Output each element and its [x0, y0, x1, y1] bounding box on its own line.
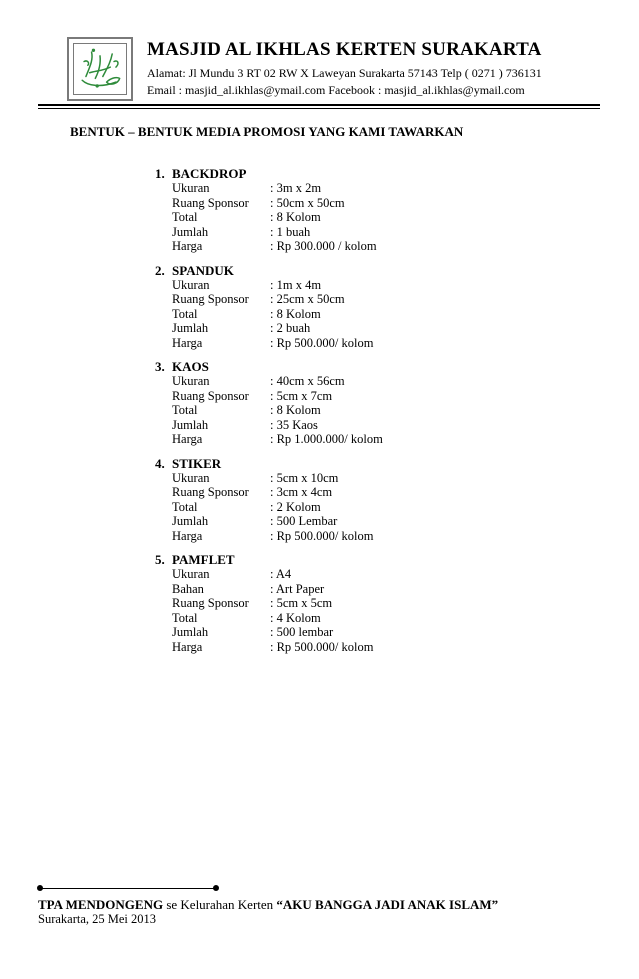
calligraphy-icon: [69, 39, 131, 99]
footer-dot-right: [213, 885, 219, 891]
promo-item: [155, 263, 555, 351]
promo-item-number: 1.: [155, 166, 165, 181]
spec-value: : Rp 500.000/ kolom: [270, 639, 374, 654]
spec-row: [155, 292, 555, 307]
spec-row: [155, 471, 555, 486]
spec-label: Harga: [172, 432, 203, 446]
promo-item-number: 4.: [155, 455, 165, 471]
spec-value: : 25cm x 50cm: [270, 292, 345, 306]
spec-row: [155, 611, 555, 626]
spec-label: Jumlah: [172, 625, 209, 639]
spec-label: Ukuran: [172, 374, 210, 388]
header-divider-thick: [38, 104, 600, 106]
spec-value: : 8 Kolom: [270, 403, 321, 417]
spec-value: : 1m x 4m: [270, 277, 322, 292]
spec-value: : Rp 300.000 / kolom: [270, 239, 377, 253]
header-divider-thin: [38, 108, 600, 109]
footer-slogan-quote: “AKU BANGGA JADI ANAK ISLAM”: [276, 897, 499, 912]
spec-value: : 8 Kolom: [270, 210, 321, 224]
spec-label: Ruang Sponsor: [172, 292, 249, 306]
calligraphy-logo-icon: [67, 37, 133, 101]
spec-row: [155, 210, 555, 225]
footer-slogan: [38, 897, 498, 913]
spec-label: Ruang Sponsor: [172, 195, 249, 210]
spec-label: Jumlah: [172, 224, 209, 239]
spec-row: [155, 418, 555, 433]
spec-row: [155, 514, 555, 529]
promo-item-number: 3.: [155, 359, 165, 374]
promo-media-list: [155, 166, 555, 663]
spec-row: [155, 485, 555, 500]
spec-label: Harga: [172, 639, 203, 654]
promo-item-number: 5.: [155, 552, 165, 567]
promo-item-number: 2.: [155, 262, 165, 278]
promo-item: [155, 359, 555, 447]
spec-row: [155, 374, 555, 389]
spec-value: : 500 Lembar: [270, 514, 338, 528]
spec-row: [155, 582, 555, 597]
spec-row: [155, 336, 555, 351]
spec-value: : 3m x 2m: [270, 181, 322, 195]
spec-label: Ruang Sponsor: [172, 596, 249, 610]
spec-label: Ruang Sponsor: [172, 485, 249, 499]
org-address: Alamat: Jl Mundu 3 RT 02 RW X Laweyan Surakarta 57143 Telp ( 0271 ) 736131: [147, 66, 542, 80]
promo-item-title: [155, 552, 555, 567]
footer-date: Surakarta, 25 Mei 2013: [38, 912, 157, 926]
spec-row: [155, 640, 555, 655]
spec-label: Total: [172, 210, 198, 224]
org-name: MASJID AL IKHLAS KERTEN SURAKARTA: [147, 39, 542, 60]
spec-value: : 3cm x 4cm: [270, 485, 333, 499]
spec-value: : 2 buah: [270, 321, 311, 335]
spec-value: : 500 lembar: [270, 625, 334, 639]
spec-label: Ukuran: [172, 277, 210, 292]
spec-row: [155, 181, 555, 196]
spec-row: [155, 625, 555, 640]
spec-label: Jumlah: [172, 321, 209, 335]
spec-value: : 2 Kolom: [270, 499, 321, 514]
section-title: BENTUK – BENTUK MEDIA PROMOSI YANG KAMI TAWARKAN: [70, 124, 464, 139]
spec-row: [155, 596, 555, 611]
spec-value: : 1 buah: [270, 224, 311, 239]
spec-label: Ruang Sponsor: [172, 388, 249, 403]
promo-item-name: PAMFLET: [172, 552, 235, 567]
spec-label: Ukuran: [172, 181, 210, 195]
spec-value: : Art Paper: [270, 581, 325, 596]
spec-row: [155, 196, 555, 211]
spec-label: Ukuran: [172, 470, 210, 485]
spec-row: [155, 500, 555, 515]
spec-row: [155, 529, 555, 544]
footer-divider: [40, 888, 216, 889]
spec-value: : 40cm x 56cm: [270, 374, 345, 388]
spec-value: : 4 Kolom: [270, 610, 321, 625]
org-contact: Email : masjid_al.ikhlas@ymail.com Facebook : masjid_al.ikhlas@ymail.com: [147, 83, 525, 97]
spec-row: [155, 389, 555, 404]
spec-row: [155, 403, 555, 418]
spec-label: Jumlah: [172, 417, 209, 432]
promo-item-title: [155, 263, 555, 278]
footer-slogan-mid: se Kelurahan Kerten: [163, 897, 277, 912]
spec-label: Ukuran: [172, 567, 210, 581]
promo-item-title: [155, 166, 555, 181]
spec-label: Total: [172, 403, 198, 417]
spec-label: Total: [172, 610, 198, 625]
spec-value: : A4: [270, 567, 292, 581]
promo-item: [155, 456, 555, 544]
spec-label: Total: [172, 499, 198, 514]
spec-value: : Rp 500.000/ kolom: [270, 335, 374, 350]
promo-item-name: KAOS: [172, 359, 209, 374]
spec-value: : 5cm x 5cm: [270, 596, 333, 610]
spec-row: [155, 432, 555, 447]
footer-slogan-org: TPA MENDONGENG: [38, 897, 164, 912]
spec-row: [155, 567, 555, 582]
spec-label: Harga: [172, 528, 203, 543]
spec-row: [155, 239, 555, 254]
spec-value: : Rp 1.000.000/ kolom: [270, 432, 383, 446]
spec-value: : 5cm x 10cm: [270, 470, 339, 485]
promo-item-title: [155, 456, 555, 471]
spec-label: Harga: [172, 239, 203, 253]
spec-value: : Rp 500.000/ kolom: [270, 528, 374, 543]
promo-item-title: [155, 359, 555, 374]
spec-row: [155, 307, 555, 322]
spec-value: : 5cm x 7cm: [270, 388, 333, 403]
spec-row: [155, 225, 555, 240]
promo-item-name: BACKDROP: [172, 166, 247, 181]
spec-label: Bahan: [172, 581, 204, 596]
spec-row: [155, 278, 555, 293]
spec-value: : 50cm x 50cm: [270, 195, 345, 210]
promo-item-name: SPANDUK: [172, 262, 234, 278]
promo-item: [155, 166, 555, 254]
promo-item-name: STIKER: [172, 455, 222, 471]
spec-value: : 35 Kaos: [270, 417, 318, 432]
spec-row: [155, 321, 555, 336]
spec-value: : 8 Kolom: [270, 306, 321, 321]
spec-label: Jumlah: [172, 514, 209, 528]
promo-item: [155, 552, 555, 654]
spec-label: Total: [172, 306, 198, 321]
spec-label: Harga: [172, 335, 203, 350]
